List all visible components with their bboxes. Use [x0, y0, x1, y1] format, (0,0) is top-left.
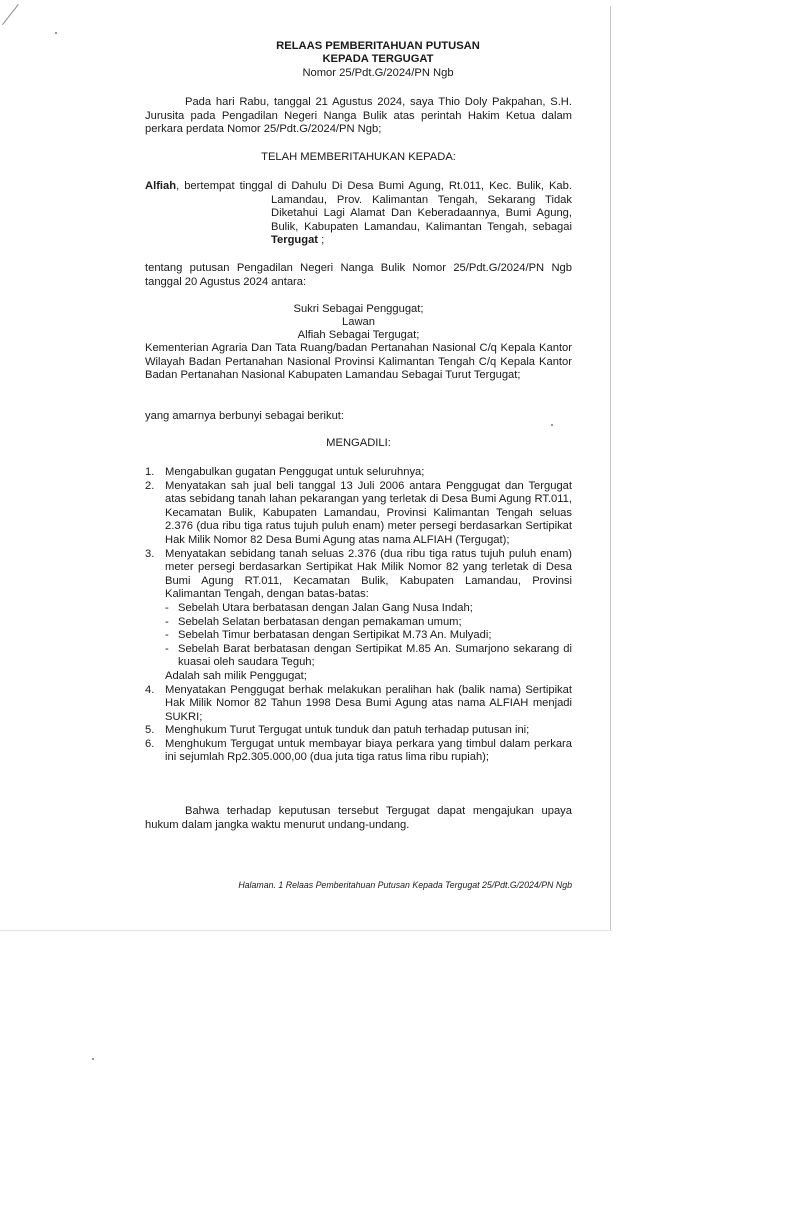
dash-marker: - [165, 615, 169, 628]
list-item [145, 684, 572, 725]
item-number: 3. [145, 547, 155, 560]
boundary-text: Sebelah Utara berbatasan dengan Jalan Gang Nusa Indah; [178, 601, 473, 614]
verdict-list [145, 466, 572, 765]
party-block [145, 180, 572, 248]
boundary-closing: Adalah sah milik Penggugat; [165, 669, 307, 682]
scan-speck [55, 32, 57, 34]
item-text: Mengabulkan gugatan Penggugat untuk seluruhnya; [165, 466, 425, 478]
item-text: Menyatakan sah jual beli tanggal 13 Juli 2006 antara Penggugat dan Tergugat atas sebidang tanah lahan pekarangan yang terletak di Desa Bumi Agung RT.011, Kecamatan Bulik, Kabupaten Lamandau, Provinsi Kalimantan Tengah seluas 2.376 (dua ribu tiga ratus tujuh puluh enam) meter persegi berdasarkan Sertipikat Hak Milik Nomor 82 Desa Bumi Agung atas nama ALFIAH (Tergugat); [165, 479, 572, 546]
verdict-intro: yang amarnya berbunyi sebagai berikut: [145, 410, 345, 422]
verdict-heading: MENGADILI: [326, 437, 391, 449]
co-defendant-paragraph: Kementerian Agraria Dan Tata Ruang/badan Pertanahan Nasional C/q Kepala Kantor Wilayah Badan Pertanahan Nasional Provinsi Kalimantan Tengah C/q Kepala Kantor Badan Pertanahan Nasional Kabupaten Lamandau Sebagai Turut Tergugat; [145, 342, 572, 382]
boundary-text: Sebelah Timur berbatasan dengan Sertipikat M.73 An. Mulyadi; [178, 629, 492, 642]
list-item [145, 738, 572, 765]
party-name: Alfiah [145, 180, 177, 192]
page-footer: Halaman. 1 Relaas Pemberitahuan Putusan Kepada Tergugat 25/Pdt.G/2024/PN Ngb [238, 880, 572, 890]
list-item [145, 480, 572, 548]
party-address: , bertempat tinggal di Dahulu Di Desa Bumi Agung, Rt.011, Kec. Bulik, Kab. Lamandau, Prov. Kalimantan Tengah, Sekarang Tidak Diketahui Lagi Alamat Dan Keberadaannya, Bumi Agung, Bulik, Kabupaten Lamandau, Kalimantan Tengah, sebagai [176, 180, 572, 233]
scan-border-bottom [0, 930, 612, 931]
item-text: Menghukum Turut Tergugat untuk tunduk dan patuh terhadap putusan ini; [165, 724, 530, 737]
versus-line: Lawan [342, 316, 375, 328]
list-item [145, 548, 572, 684]
item-number: 5. [145, 724, 155, 737]
dash-marker: - [165, 601, 169, 614]
plaintiff-line: Sukri Sebagai Penggugat; [293, 303, 424, 315]
closing-paragraph: Bahwa terhadap keputusan tersebut Tergugat dapat mengajukan upaya hukum dalam jangka waktu menurut undang-undang. [145, 805, 572, 831]
dash-marker: - [165, 629, 169, 642]
party-end: ; [318, 234, 325, 247]
item-number: 4. [145, 683, 155, 696]
notified-heading: TELAH MEMBERITAHUKAN KEPADA: [261, 151, 456, 163]
scan-speck [92, 1058, 94, 1060]
defendant-line: Alfiah Sebagai Tergugat; [297, 329, 420, 341]
boundary-item [165, 616, 572, 630]
document-title: RELAAS PEMBERITAHUAN PUTUSAN [276, 40, 480, 52]
item-text: Menghukum Tergugat untuk membayar biaya perkara yang timbul dalam perkara ini sejumlah Rp2.305.000,00 (dua juta tiga ratus lima ribu rupiah); [165, 737, 572, 764]
boundary-item [165, 643, 572, 670]
scan-speck [551, 424, 553, 426]
item-text: Menyatakan Penggugat berhak melakukan peralihan hak (balik nama) Sertipikat Hak Milik Nomor 82 Tahun 1998 Desa Bumi Agung atas nama ALFIAH menjadi SUKRI; [165, 683, 572, 723]
document-number: Nomor 25/Pdt.G/2024/PN Ngb [302, 67, 454, 79]
about-paragraph: tentang putusan Pengadilan Negeri Nanga Bulik Nomor 25/Pdt.G/2024/PN Ngb tanggal 20 Agustus 2024 antara: [145, 262, 572, 288]
scan-border-right [610, 6, 611, 931]
opening-paragraph: Pada hari Rabu, tanggal 21 Agustus 2024, saya Thio Doly Pakpahan, S.H. Jurusita pada Pengadilan Negeri Nanga Bulik atas perintah Hakim Ketua dalam perkara perdata Nomor 25/Pdt.G/2024/PN Ngb; [145, 96, 572, 136]
boundary-item [165, 629, 572, 643]
item-number: 1. [145, 466, 155, 478]
boundary-text: Sebelah Selatan berbatasan dengan pemakaman umum; [178, 615, 462, 628]
list-item [145, 724, 572, 738]
document-subtitle: KEPADA TERGUGAT [322, 53, 434, 65]
item-text: Menyatakan sebidang tanah seluas 2.376 (dua ribu tiga ratus tujuh puluh enam) meter persegi berdasarkan Sertipikat Hak Milik Nomor 82 yang terletak di Desa Bumi Agung RT.011, Kecamatan Bulik, Kabupaten Lamandau, Provinsi Kalimantan Tengah, dengan batas-batas: [165, 547, 572, 601]
dash-marker: - [165, 642, 169, 655]
list-item [145, 466, 572, 480]
boundary-text: Sebelah Barat berbatasan dengan Sertipikat M.85 An. Sumarjono sekarang di kuasai oleh saudara Teguh; [178, 642, 572, 669]
boundary-item [165, 602, 572, 616]
party-role: Tergugat [271, 234, 319, 247]
pencil-mark [2, 4, 19, 25]
item-number: 2. [145, 479, 155, 492]
item-number: 6. [145, 737, 155, 750]
